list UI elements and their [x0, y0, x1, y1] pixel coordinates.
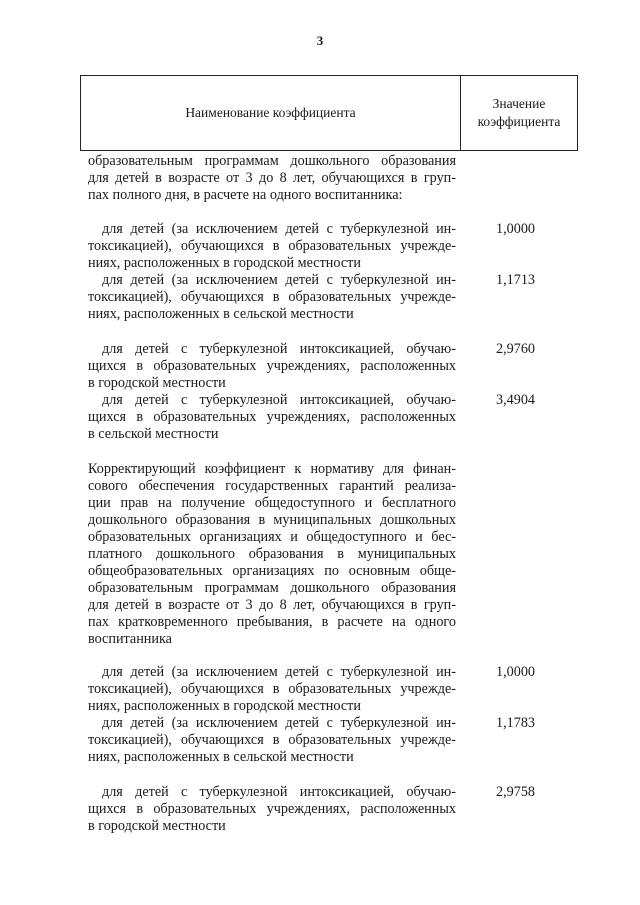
text-line: щихся в образовательных учреждениях, расположенных [88, 409, 456, 425]
text-line: щихся в образовательных учреждениях, расположенных [88, 358, 456, 374]
text-line: для детей (за исключением детей с туберкулезной ин- [102, 272, 456, 288]
text-line: в городской местности [88, 375, 226, 391]
text-line: токсикацией), обучающихся в образовательных учрежде- [88, 289, 456, 305]
text-line: общеобразовательных организациях по основным обще- [88, 563, 456, 579]
coefficient-row [88, 221, 456, 272]
text-line: для детей с туберкулезной интоксикацией, обучаю- [102, 784, 456, 800]
page-number: 3 [316, 33, 324, 48]
coefficient-value: 3,4904 [496, 392, 536, 408]
text-line: для детей с туберкулезной интоксикацией, обучаю- [102, 341, 456, 357]
text-line: щихся в образовательных учреждениях, расположенных [88, 801, 456, 817]
text-line: для детей с туберкулезной интоксикацией, обучаю- [102, 392, 456, 408]
value-header-line1: Значение [492, 96, 546, 111]
text-line: для детей (за исключением детей с туберкулезной ин- [102, 715, 456, 731]
text-line: ниях, расположенных в сельской местности [88, 749, 354, 765]
text-line: для детей (за исключением детей с туберкулезной ин- [102, 664, 456, 680]
coefficient-value: 1,0000 [496, 664, 536, 680]
coefficient-value: 1,0000 [496, 221, 536, 237]
coefficient-row [88, 715, 456, 766]
text-line: токсикацией), обучающихся в образовательных учрежде- [88, 681, 456, 697]
text-line: в сельской местности [88, 426, 219, 442]
value-header-line2: коэффициента [477, 114, 561, 129]
corrective-coefficient-paragraph [88, 461, 456, 648]
text-line: для детей (за исключением детей с туберкулезной ин- [102, 221, 456, 237]
coefficient-row [88, 272, 456, 323]
coefficient-row [88, 664, 456, 715]
text-line: образовательным программам дошкольного образования [88, 153, 456, 169]
continuation-paragraph [88, 153, 456, 204]
text-line: ниях, расположенных в городской местности [88, 698, 361, 714]
text-line: для детей в возрасте от 3 до 8 лет, обучающихся в груп- [88, 170, 456, 186]
coefficient-value-header [461, 76, 577, 150]
table-header [80, 75, 578, 151]
text-line: ции прав на получение общедоступного и бесплатного [88, 495, 456, 511]
text-line: Корректирующий коэффициент к нормативу для финан- [88, 461, 456, 477]
text-line: токсикацией), обучающихся в образовательных учрежде- [88, 238, 456, 254]
text-line: образовательных организациях и общедоступного и бес- [88, 529, 456, 545]
coefficient-value: 1,1783 [496, 715, 536, 731]
coefficient-row [88, 341, 456, 392]
text-line: сового обеспечения государственных гарантий реализа- [88, 478, 456, 494]
text-line: ниях, расположенных в городской местности [88, 255, 361, 271]
text-line: токсикацией), обучающихся в образовательных учрежде- [88, 732, 456, 748]
text-line: пах кратковременного пребывания, в расчете на одного [88, 614, 456, 630]
coefficient-row [88, 784, 456, 835]
coefficient-row [88, 392, 456, 443]
coefficient-value: 1,1713 [496, 272, 536, 288]
text-line: воспитанника [88, 631, 172, 647]
text-line: образовательным программам дошкольного образования [88, 580, 456, 596]
text-line: ниях, расположенных в сельской местности [88, 306, 354, 322]
text-line: дошкольного образования в муниципальных дошкольных [88, 512, 456, 528]
coefficient-name-header: Наименование коэффициента [81, 76, 461, 150]
text-line: для детей в возрасте от 3 до 8 лет, обучающихся в груп- [88, 597, 456, 613]
coefficient-value: 2,9758 [496, 784, 536, 800]
coefficient-value: 2,9760 [496, 341, 536, 357]
text-line: пах полного дня, в расчете на одного воспитанника: [88, 187, 403, 203]
text-line: в городской местности [88, 818, 226, 834]
text-line: платного дошкольного образования в муниципальных [88, 546, 456, 562]
